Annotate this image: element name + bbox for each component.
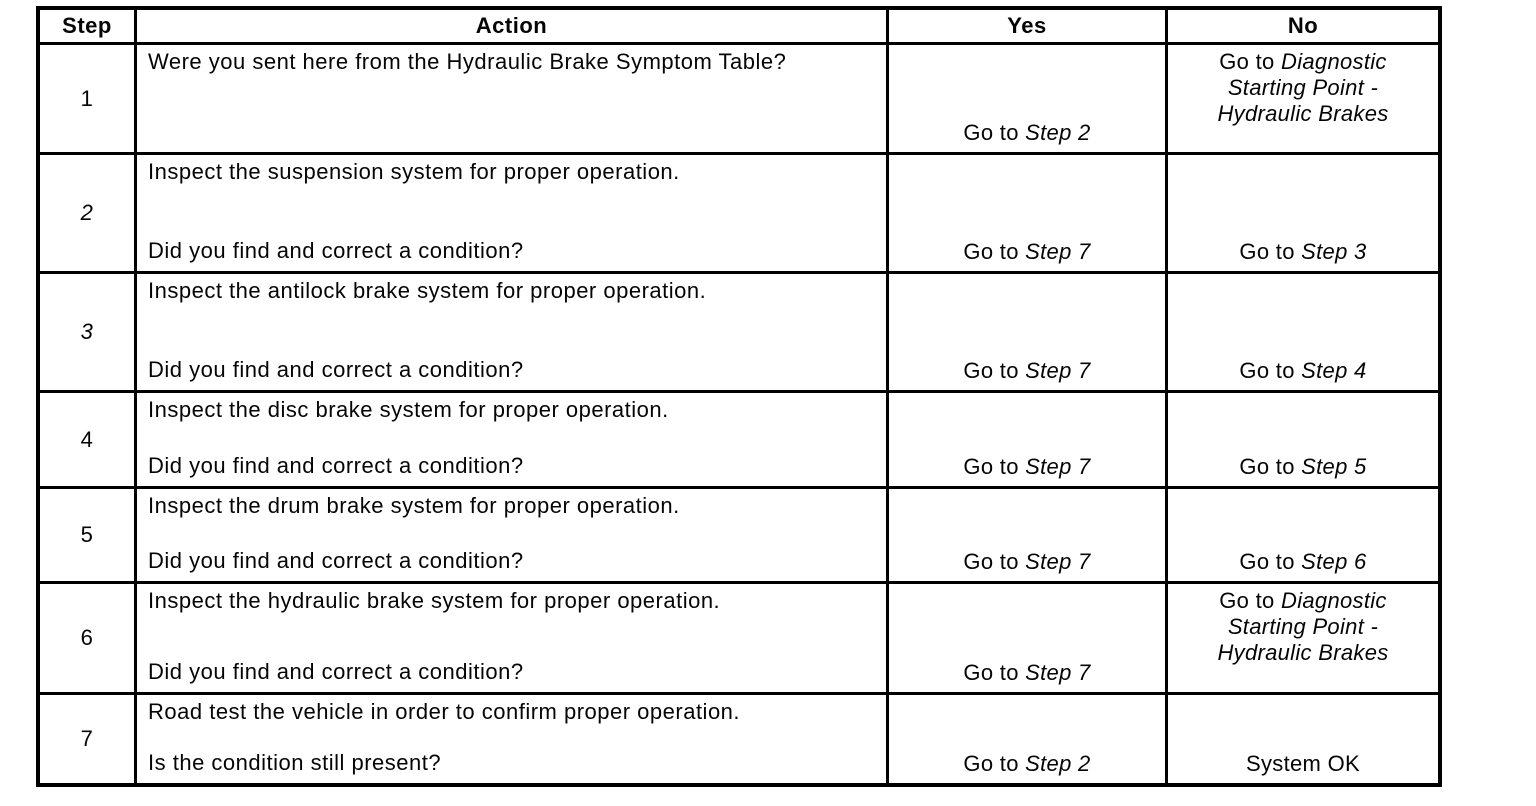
goto-reference: Diagnostic Starting Point - Hydraulic Brakes [1217,588,1389,665]
table-row [40,152,1438,271]
goto-reference: Step 5 [1301,454,1367,480]
step-number: 3 [80,319,94,344]
action-question: Did you find and correct a condition? [148,452,524,478]
action-cell [134,489,886,581]
no-cell [1165,45,1438,152]
step-number: 6 [80,625,94,650]
goto-reference: Step 7 [1025,660,1091,686]
no-cell [1165,695,1438,783]
action-statement: Inspect the hydraulic brake system for proper operation. [148,588,721,613]
action-cell [134,155,886,271]
goto-text: Go to [1239,549,1302,575]
column-header-yes: Yes [886,10,1165,42]
column-header-step: Step [62,13,112,38]
goto-reference: Step 3 [1301,239,1367,265]
goto-text: Go to [1219,588,1281,613]
table-row [40,692,1438,783]
yes-cell [886,695,1165,783]
table-row [40,42,1438,152]
step-number: 7 [80,726,94,751]
result-text: System OK [1246,751,1360,777]
goto-reference: Step 4 [1301,358,1367,384]
goto-text: Go to [963,454,1026,480]
action-cell [134,584,886,692]
action-cell [134,274,886,390]
no-cell [1165,489,1438,581]
no-cell [1165,393,1438,486]
goto-reference: Step 6 [1301,549,1367,575]
diagnostic-table [36,6,1442,787]
action-question: Did you find and correct a condition? [148,356,524,382]
yes-cell [886,155,1165,271]
column-header-action: Action [134,10,886,42]
goto-text: Go to [963,751,1026,777]
yes-cell [886,584,1165,692]
action-question: Did you find and correct a condition? [148,237,524,263]
table-row [40,486,1438,581]
goto-reference: Step 7 [1025,454,1091,480]
goto-reference: Step 2 [1025,751,1091,777]
action-statement: Inspect the disc brake system for proper operation. [148,397,669,422]
action-question: Did you find and correct a condition? [148,658,524,684]
action-question: Did you find and correct a condition? [148,547,524,573]
action-cell [134,695,886,783]
yes-cell [886,393,1165,486]
no-cell [1165,584,1438,692]
goto-text: Go to [1219,49,1281,74]
action-statement: Road test the vehicle in order to confirm proper operation. [148,699,741,724]
no-cell [1165,274,1438,390]
goto-reference: Step 2 [1025,120,1091,146]
goto-text: Go to [1239,358,1302,384]
goto-text: Go to [963,239,1026,265]
goto-reference: Step 7 [1025,358,1091,384]
table-row [40,581,1438,692]
step-number: 1 [80,85,94,111]
yes-cell [886,489,1165,581]
goto-text: Go to [963,358,1026,384]
action-question: Is the condition still present? [148,749,442,775]
table-row [40,271,1438,390]
no-cell [1165,155,1438,271]
action-statement: Inspect the drum brake system for proper operation. [148,493,680,518]
step-number: 4 [80,426,94,452]
yes-cell [886,45,1165,152]
goto-text: Go to [963,120,1026,146]
goto-text: Go to [963,549,1026,575]
action-cell [134,45,886,152]
action-statement: Inspect the antilock brake system for proper operation. [148,278,707,303]
action-statement: Were you sent here from the Hydraulic Brake Symptom Table? [148,49,787,74]
goto-reference: Step 7 [1025,239,1091,265]
yes-cell [886,274,1165,390]
goto-text: Go to [1239,454,1302,480]
table-row [40,390,1438,486]
step-number: 2 [80,200,94,225]
goto-text: Go to [963,660,1026,686]
action-statement: Inspect the suspension system for proper operation. [148,159,680,184]
goto-text: Go to [1239,239,1302,265]
goto-reference: Step 7 [1025,549,1091,575]
table-header-row [40,10,1438,42]
action-cell [134,393,886,486]
column-header-no: No [1165,10,1438,42]
step-number: 5 [80,522,94,547]
goto-reference: Diagnostic Starting Point - Hydraulic Brakes [1217,49,1389,126]
